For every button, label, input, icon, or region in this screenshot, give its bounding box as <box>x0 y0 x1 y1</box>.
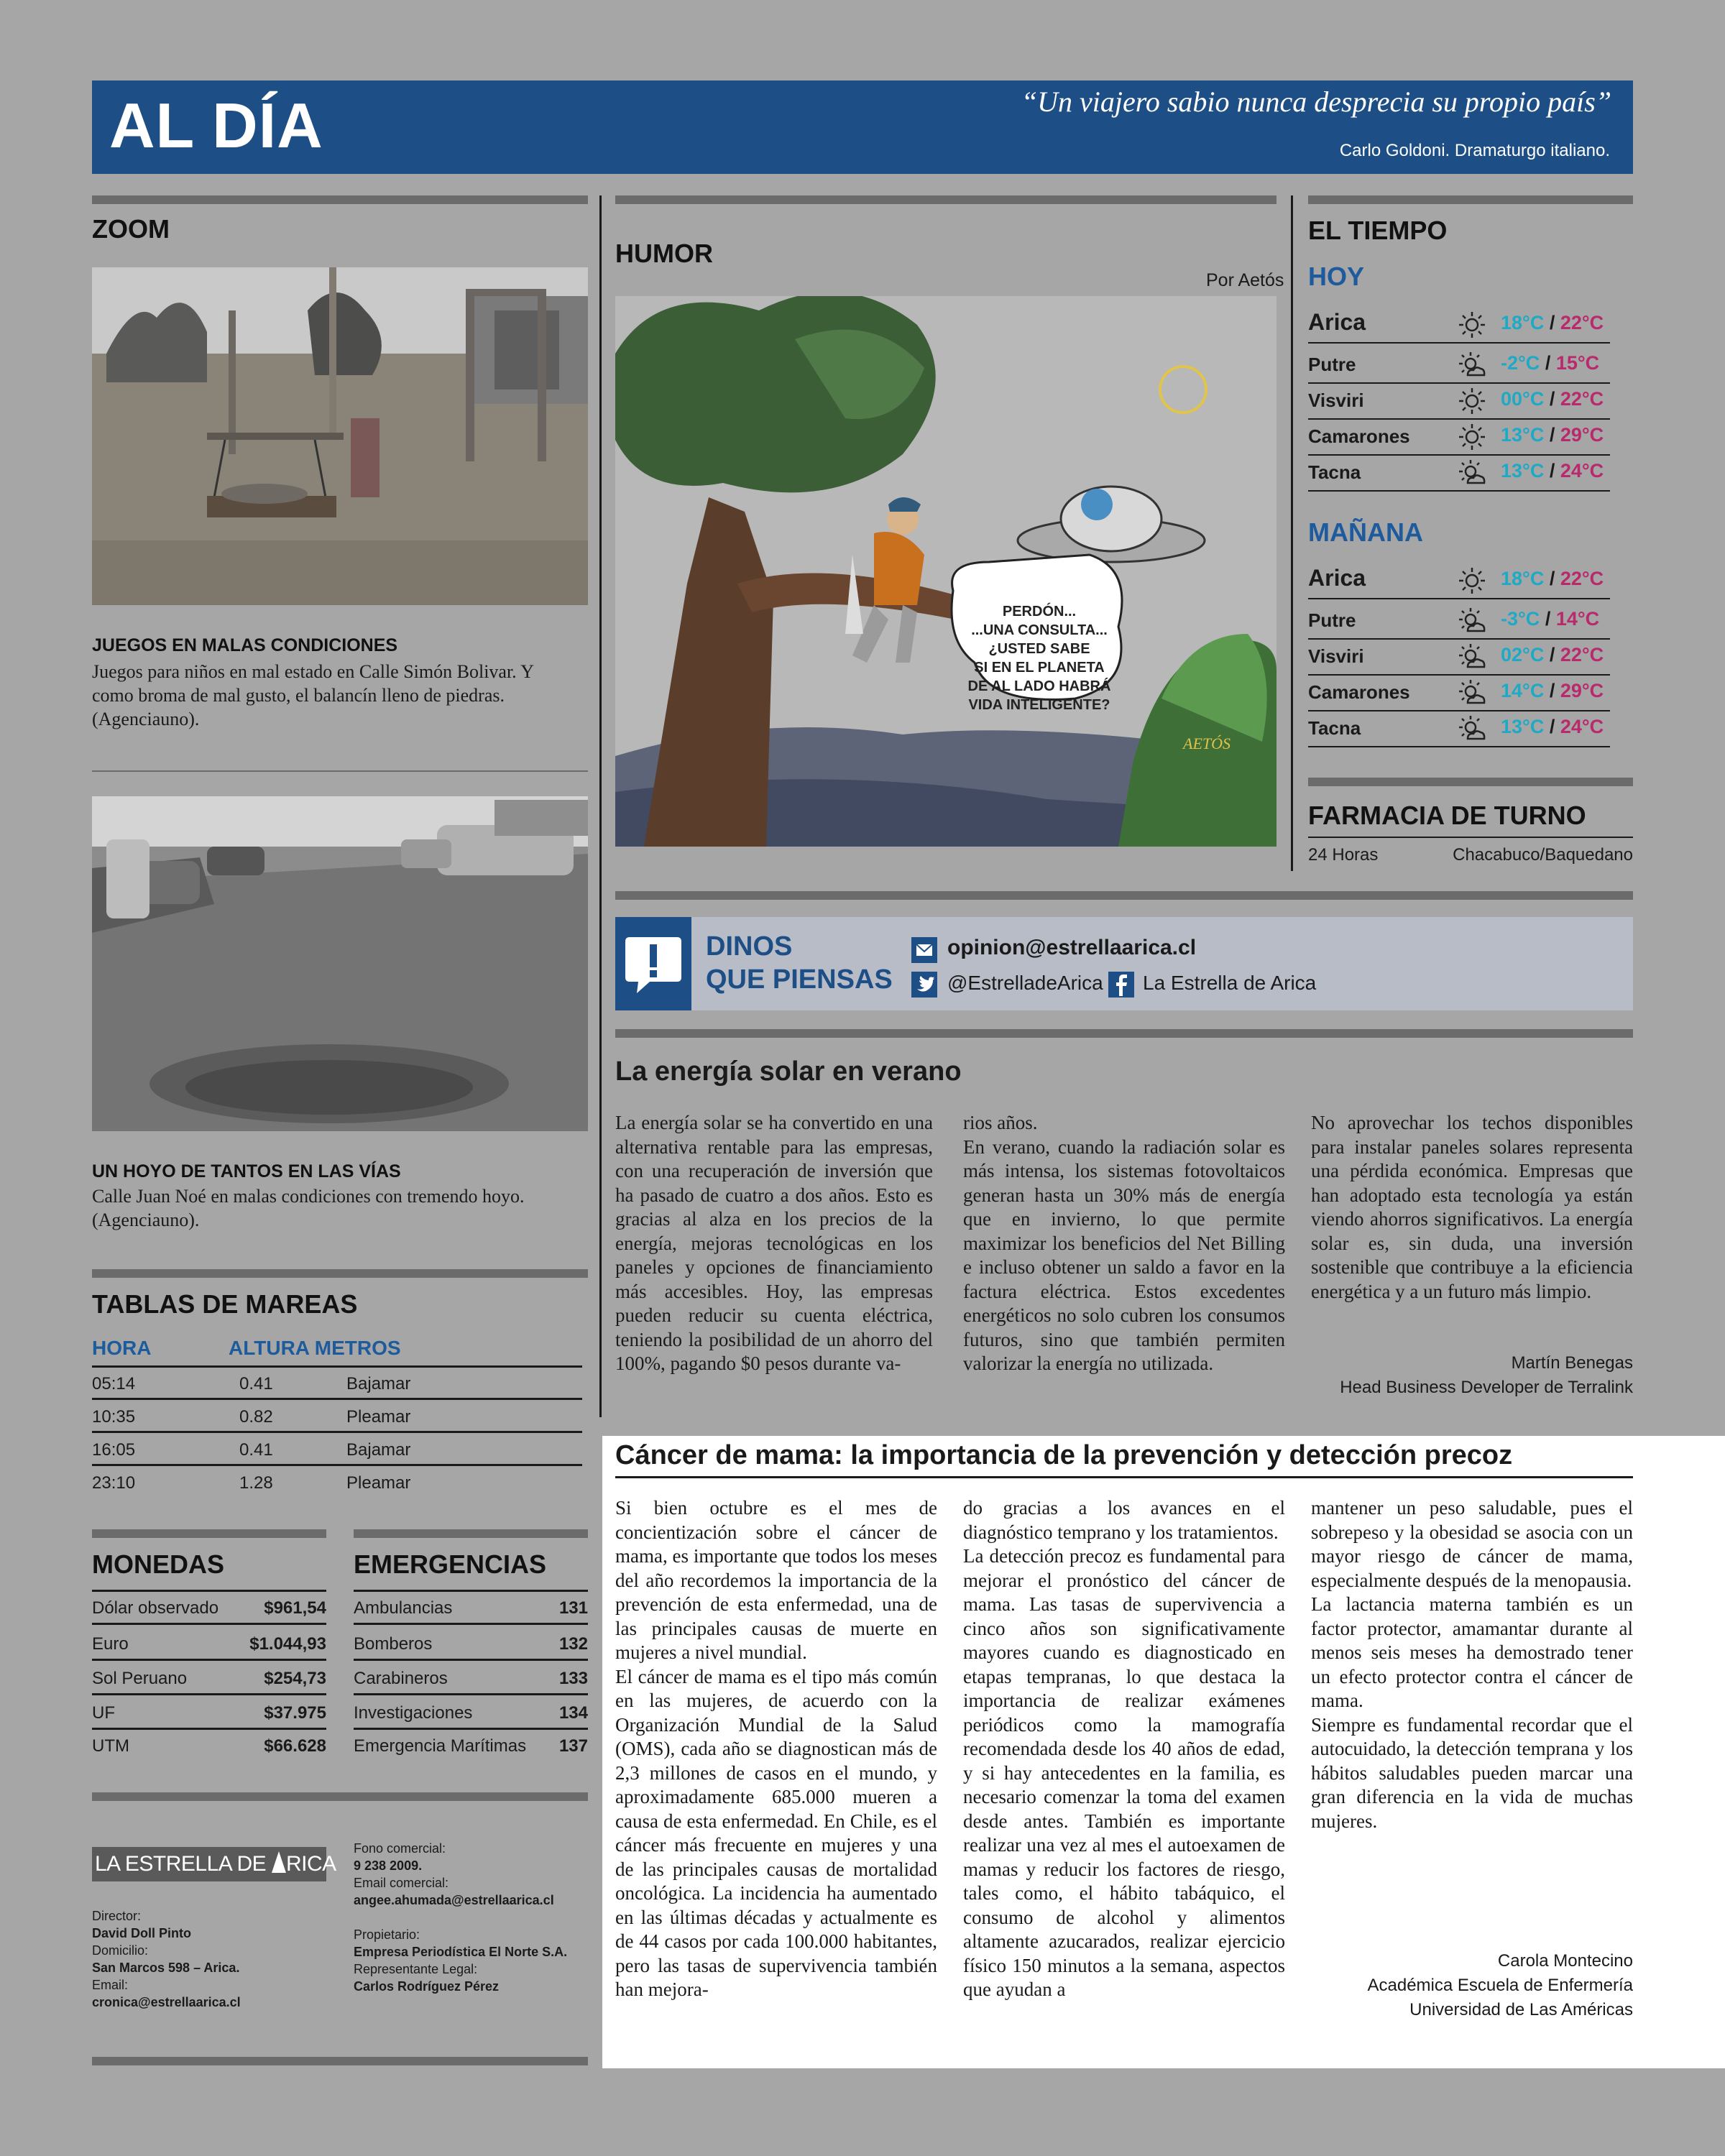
weather-row <box>1308 308 1610 344</box>
temp-separator: / <box>1544 388 1560 410</box>
sun-cloud-icon <box>1458 642 1486 671</box>
temp-separator: / <box>1544 716 1560 737</box>
pharmacy-place: Chacabuco/Baquedano <box>1453 845 1633 865</box>
temp-min: 18°C <box>1501 312 1545 333</box>
tide-type: Pleamar <box>346 1407 411 1427</box>
weather-city: Tacna <box>1308 717 1361 739</box>
weather-row <box>1308 711 1610 747</box>
cancer-col-2a: do gracias a los avances en el diagnóstico temprano y los tratamientos. <box>963 1497 1285 1543</box>
bubble-line: ¿USTED SABE <box>988 641 1090 657</box>
tide-type: Pleamar <box>346 1473 411 1493</box>
zoom-title: ZOOM <box>92 214 170 244</box>
weather-row <box>1308 676 1610 711</box>
banner-title-2: QUE PIENSAS <box>706 964 893 995</box>
bubble-line: VIDA INTELIGENTE? <box>968 697 1110 713</box>
solar-col-2b: En verano, cuando la radiación solar es más intensa, los sistemas fotovoltaicos generan hasta un 30% más de energía que en invierno, lo que permite maximizar los beneficios del Net Billing e incluso obtener un saldo a favor en la factura eléctrica. Estos excedentes energéticos no solo cubren los consumos futuros, sino que también permiten valorizar la energía no utilizada. <box>963 1135 1285 1374</box>
weather-today-label: HOY <box>1308 262 1365 291</box>
weather-city: Arica <box>1308 565 1366 591</box>
emergency-number: 134 <box>558 1703 588 1723</box>
commercial-email-label: Email comercial: <box>354 1876 449 1890</box>
bubble-line: ...UNA CONSULTA... <box>971 622 1108 638</box>
commercial-email[interactable]: angee.ahumada@estrellaarica.cl <box>354 1893 554 1907</box>
bubble-line: PERDÓN... <box>1002 604 1077 619</box>
solar-col-1: La energía solar se ha convertido en una alternativa rentable para las empresas, con una recuperación de inversión que ha pasado de cuatro a dos años. Esto es gracias al alza en los precios de la energía, mejoras tecnológicas en los paneles y opciones de financiamiento más accesibles. Hoy, las empresas pueden reducir su cuenta eléctrica, teniendo la posibilidad de un ahorro del 100%, pagando $0 pesos durante va- <box>615 1112 933 1374</box>
sun-icon <box>1458 566 1486 595</box>
currency-value: $1.044,93 <box>249 1634 326 1654</box>
tide-hour: 05:14 <box>92 1374 136 1393</box>
column-divider <box>599 195 602 1417</box>
emergency-name: Investigaciones <box>354 1703 473 1723</box>
cancer-role-2: Universidad de Las Américas <box>1409 2000 1633 2019</box>
caption-title-2: UN HOYO DE TANTOS EN LAS VÍAS <box>92 1161 401 1181</box>
emergency-row <box>354 1591 588 1625</box>
legal-label: Representante Legal: <box>354 1962 478 1976</box>
phone: 9 238 2009. <box>354 1858 423 1873</box>
sun-cloud-icon <box>1458 714 1486 743</box>
sun-icon <box>1458 423 1486 451</box>
emergency-name: Bomberos <box>354 1634 433 1654</box>
temp-max: 29°C <box>1560 424 1604 446</box>
tides-col-height: ALTURA METROS <box>229 1337 401 1359</box>
weather-city: Camarones <box>1308 425 1410 447</box>
cartoon-image <box>615 296 1276 847</box>
divider <box>1308 195 1633 204</box>
cancer-author: Carola Montecino <box>1497 1951 1633 1971</box>
temp-separator: / <box>1544 644 1560 665</box>
temp-min: -2°C <box>1501 352 1540 374</box>
cancer-col-1a: Si bien octubre es el mes de concientización sobre el cáncer de mama, es importante que todos los meses del año recordemos la importancia de la prevención de esta enfermedad, una de las principales causas de muerte en mujeres a nivel mundial. <box>615 1497 937 1663</box>
address-label: Domicilio: <box>92 1943 149 1958</box>
cancer-col-3b: La lactancia materna también es un factor protector, amamantar durante al menos seis meses ha demostrado tener un efecto protector contra el cáncer de mama. <box>1311 1593 1633 1711</box>
cancer-col-1b: El cáncer de mama es el tipo más común en las mujeres, de acuerdo con la Organización Mundial de la Salud (OMS), cada año se diagnostican más de 2,3 millones de casos en el mundo, y aproximadamente 685.000 mueren a causa de esta enfermedad. En Chile, es el cáncer más frecuente en mujeres y una de las principales causas de mortalidad oncológica. La incidencia ha aumentado en las últimas décadas y actualmente es de 44 casos por cada 100.000 habitantes, pero las tasas de supervivencia también han mejora- <box>615 1665 937 2000</box>
caption-text-1: Juegos para niños en mal estado en Calle Simón Bolivar. Y como broma de mal gusto, el balancín lleno de piedras. (Agenciauno). <box>92 661 534 729</box>
cancer-role-1: Académica Escuela de Enfermería <box>1367 1976 1633 1995</box>
tides-row <box>92 1466 582 1499</box>
email-label: Email: <box>92 1978 129 1992</box>
tides-row <box>92 1433 582 1466</box>
temp-separator: / <box>1544 680 1560 701</box>
temp-min: 13°C <box>1501 460 1545 482</box>
cartoon-author: Por Aetós <box>1206 270 1284 290</box>
facebook-link[interactable]: La Estrella de Arica <box>1143 972 1317 994</box>
pharmacy-hours: 24 Horas <box>1308 845 1379 865</box>
contact-banner <box>615 917 1633 1010</box>
temp-min: 13°C <box>1501 716 1545 737</box>
currency-name: Dólar observado <box>92 1598 219 1618</box>
sun-cloud-icon <box>1458 678 1486 707</box>
divider <box>615 1029 1633 1038</box>
emergency-name: Carabineros <box>354 1669 448 1688</box>
tides-row <box>92 1367 582 1400</box>
temp-max: 24°C <box>1560 716 1604 737</box>
currency-title: MONEDAS <box>92 1549 225 1579</box>
sun-cloud-icon <box>1458 459 1486 487</box>
weather-tomorrow-list <box>1308 563 1610 757</box>
temp-separator: / <box>1540 352 1556 374</box>
cartoon <box>615 296 1276 847</box>
divider <box>92 1792 588 1801</box>
divider <box>1308 778 1633 786</box>
humor-title: HUMOR <box>615 239 713 268</box>
newspaper-logo <box>92 1847 336 1881</box>
caption-text-2: Calle Juan Noé en malas condiciones con tremendo hoyo. (Agenciauno). <box>92 1186 525 1230</box>
solar-article-title: La energía solar en verano <box>615 1056 962 1087</box>
temp-max: 15°C <box>1555 352 1600 374</box>
cancer-col-2b: La detección precoz es fundamental para mejorar el pronóstico del cáncer de mama. Las tasas de supervivencia a cinco años son significativamente mayores cuando es diagnosticado en etapas tempranas, lo que destaca la importancia de realizar exámenes periódicos como la mamografía recomendada desde los 40 años de edad, y si hay antecedentes en la familia, es necesario comenzar la toma del examen desde antes. También es importante realizar una vez al mes el autoexamen de mamas y reducir los factores de riesgo, tales como, el hábito tabáquico, el consumo de alcohol y alimentos altamente azucarados, realizar ejercicio físico 150 minutos a la semana, aspectos que ayudan a <box>963 1545 1285 2000</box>
temp-max: 22°C <box>1560 388 1604 410</box>
address: San Marcos 598 – Arica. <box>92 1961 240 1975</box>
emergency-row <box>354 1627 588 1661</box>
bubble-line: SI EN EL PLANETA <box>974 660 1105 676</box>
quote-author: Carlo Goldoni. Dramaturgo italiano. <box>1339 141 1610 160</box>
tide-type: Bajamar <box>346 1440 411 1460</box>
emergency-number: 137 <box>558 1736 588 1756</box>
emergency-title: EMERGENCIAS <box>354 1549 547 1579</box>
temp-min: 02°C <box>1501 644 1545 665</box>
currency-row <box>92 1627 326 1661</box>
tides-row <box>92 1400 582 1433</box>
logo-text-b: RICA <box>285 1852 336 1876</box>
section-brand: AL DÍA <box>109 90 323 161</box>
emergency-name: Emergencia Marítimas <box>354 1736 527 1756</box>
weather-row <box>1308 384 1610 420</box>
weather-today-list <box>1308 308 1610 502</box>
temp-min: 14°C <box>1501 680 1545 701</box>
tide-height: 0.82 <box>239 1407 273 1427</box>
cancer-article-title: Cáncer de mama: la importancia de la prevención y detección precoz <box>615 1440 1513 1470</box>
caption-title-1: JUEGOS EN MALAS CONDICIONES <box>92 635 398 655</box>
owner-label: Propietario: <box>354 1927 420 1942</box>
emergency-table <box>354 1591 588 1764</box>
facebook-icon <box>1108 972 1134 998</box>
currency-name: Sol Peruano <box>92 1669 188 1688</box>
tides-table <box>92 1367 582 1502</box>
currency-name: UTM <box>92 1736 129 1756</box>
speech-alert-icon <box>615 917 691 1010</box>
twitter-icon <box>911 972 937 998</box>
cancer-col-3 <box>1311 1496 1633 1833</box>
weather-row <box>1308 456 1610 492</box>
director-label: Director: <box>92 1909 142 1923</box>
emergency-row <box>354 1696 588 1730</box>
temp-separator: / <box>1544 568 1560 589</box>
tides-col-hour: HORA <box>92 1337 152 1359</box>
cancer-col-2 <box>963 1496 1285 2002</box>
street-image <box>92 796 588 1131</box>
cancer-col-3c: Siempre es fundamental recordar que el autocuidado, la detección temprana y los hábitos saludables pueden marcar una gran diferencia en la vida de muchas mujeres. <box>1311 1713 1633 1832</box>
divider <box>92 1529 326 1538</box>
temp-separator: / <box>1540 608 1556 630</box>
weather-city: Putre <box>1308 609 1356 631</box>
currency-row <box>92 1729 326 1763</box>
bubble-line: DE AL LADO HABRÁ <box>967 678 1111 694</box>
emergency-number: 131 <box>558 1598 588 1618</box>
temp-max: 22°C <box>1560 644 1604 665</box>
currency-table <box>92 1591 326 1764</box>
street-photo <box>92 796 588 1131</box>
divider <box>92 195 588 204</box>
email-icon <box>911 937 937 963</box>
tide-height: 0.41 <box>239 1374 273 1393</box>
currency-row <box>92 1591 326 1625</box>
temp-max: 29°C <box>1560 680 1604 701</box>
logo-a-mark-icon <box>272 1851 286 1873</box>
sun-cloud-icon <box>1458 351 1486 379</box>
page-header <box>92 80 1633 174</box>
weather-title: EL TIEMPO <box>1308 216 1448 245</box>
weather-city: Visviri <box>1308 390 1364 411</box>
weather-city: Putre <box>1308 354 1356 375</box>
weather-row <box>1308 604 1610 640</box>
emergency-name: Ambulancias <box>354 1598 453 1618</box>
temp-min: -3°C <box>1501 608 1540 630</box>
director-name: David Doll Pinto <box>92 1926 192 1940</box>
solar-col-2a: rios años. <box>963 1112 1038 1133</box>
logo-text-a: LA ESTRELLA DE <box>95 1852 272 1876</box>
currency-value: $961,54 <box>264 1598 326 1618</box>
tide-hour: 10:35 <box>92 1407 136 1427</box>
owner: Empresa Periodística El Norte S.A. <box>354 1945 568 1959</box>
currency-row <box>92 1662 326 1695</box>
temp-separator: / <box>1544 424 1560 446</box>
currency-name: UF <box>92 1703 115 1723</box>
weather-row <box>1308 348 1610 384</box>
currency-name: Euro <box>92 1634 129 1654</box>
weather-tomorrow-label: MAÑANA <box>1308 517 1423 547</box>
pharmacy-title: FARMACIA DE TURNO <box>1308 801 1586 830</box>
weather-row <box>1308 563 1610 599</box>
divider <box>1308 837 1633 838</box>
twitter-link[interactable]: @EstrelladeArica <box>947 972 1103 994</box>
sun-icon <box>1458 310 1486 339</box>
weather-city: Camarones <box>1308 681 1410 703</box>
emergency-number: 133 <box>558 1669 588 1688</box>
weather-city: Tacna <box>1308 461 1361 483</box>
solar-col-3: No aprovechar los techos disponibles para instalar paneles solares representa una pérdida económica. Empresas que han adoptado esta tecnología ya están viendo ahorros significativos. La energía solar es, sin duda, una inversión sostenible que contribuye a la eficiencia energética y a un futuro más limpio. <box>1311 1112 1633 1302</box>
phone-label: Fono comercial: <box>354 1841 446 1856</box>
divider <box>615 891 1633 900</box>
tide-hour: 23:10 <box>92 1473 136 1493</box>
temp-min: 13°C <box>1501 424 1545 446</box>
temp-max: 22°C <box>1560 568 1604 589</box>
weather-row <box>1308 420 1610 456</box>
emergency-row <box>354 1662 588 1695</box>
solar-col-2 <box>963 1111 1285 1376</box>
solar-role: Head Business Developer de Terralink <box>1340 1378 1633 1397</box>
tide-height: 1.28 <box>239 1473 273 1493</box>
solar-byline <box>1340 1351 1633 1400</box>
weather-city: Arica <box>1308 309 1366 335</box>
cancer-col-3a: mantener un peso saludable, pues el sobrepeso y la obesidad se asocia con un mayor riesgo de cáncer de mama, especialmente después de la menopausia. <box>1311 1497 1633 1591</box>
currency-value: $254,73 <box>264 1669 326 1688</box>
banner-title-1: DINOS <box>706 931 793 962</box>
tides-title: TABLAS DE MAREAS <box>92 1289 358 1319</box>
temp-min: 00°C <box>1501 388 1545 410</box>
sun-cloud-icon <box>1458 607 1486 635</box>
column-divider <box>1291 195 1293 871</box>
temp-separator: / <box>1544 312 1560 333</box>
currency-value: $37.975 <box>264 1703 326 1723</box>
header-quote: “Un viajero sabio nunca desprecia su propio país” <box>1021 86 1611 118</box>
temp-max: 22°C <box>1560 312 1604 333</box>
tide-height: 0.41 <box>239 1440 273 1460</box>
sun-icon <box>1458 387 1486 415</box>
divider <box>354 1529 588 1538</box>
speech-bubble <box>953 602 1126 714</box>
banner-icon-box <box>615 917 691 1010</box>
currency-row <box>92 1696 326 1730</box>
newsroom-email[interactable]: cronica@estrellaarica.cl <box>92 1995 241 2009</box>
weather-row <box>1308 640 1610 676</box>
temp-max: 14°C <box>1555 608 1600 630</box>
solar-author: Martín Benegas <box>1511 1353 1633 1373</box>
tide-hour: 16:05 <box>92 1440 136 1460</box>
playground-photo <box>92 267 588 605</box>
currency-value: $66.628 <box>264 1736 326 1756</box>
temp-min: 18°C <box>1501 568 1545 589</box>
opinion-email-link[interactable]: opinion@estrellaarica.cl <box>947 936 1197 959</box>
playground-image <box>92 267 588 605</box>
tide-type: Bajamar <box>346 1374 411 1393</box>
temp-max: 24°C <box>1560 460 1604 482</box>
divider <box>615 1476 1633 1478</box>
divider <box>92 770 588 772</box>
legal-rep: Carlos Rodríguez Pérez <box>354 1979 500 1994</box>
emergency-row <box>354 1729 588 1763</box>
cancer-byline <box>1367 1949 1633 2022</box>
emergency-number: 132 <box>558 1634 588 1654</box>
divider <box>615 195 1276 204</box>
cartoon-signature: AETÓS <box>1183 734 1230 752</box>
temp-separator: / <box>1544 460 1560 482</box>
divider <box>92 2057 588 2065</box>
weather-city: Visviri <box>1308 645 1364 667</box>
divider <box>92 1269 588 1278</box>
cancer-col-1 <box>615 1496 937 2002</box>
